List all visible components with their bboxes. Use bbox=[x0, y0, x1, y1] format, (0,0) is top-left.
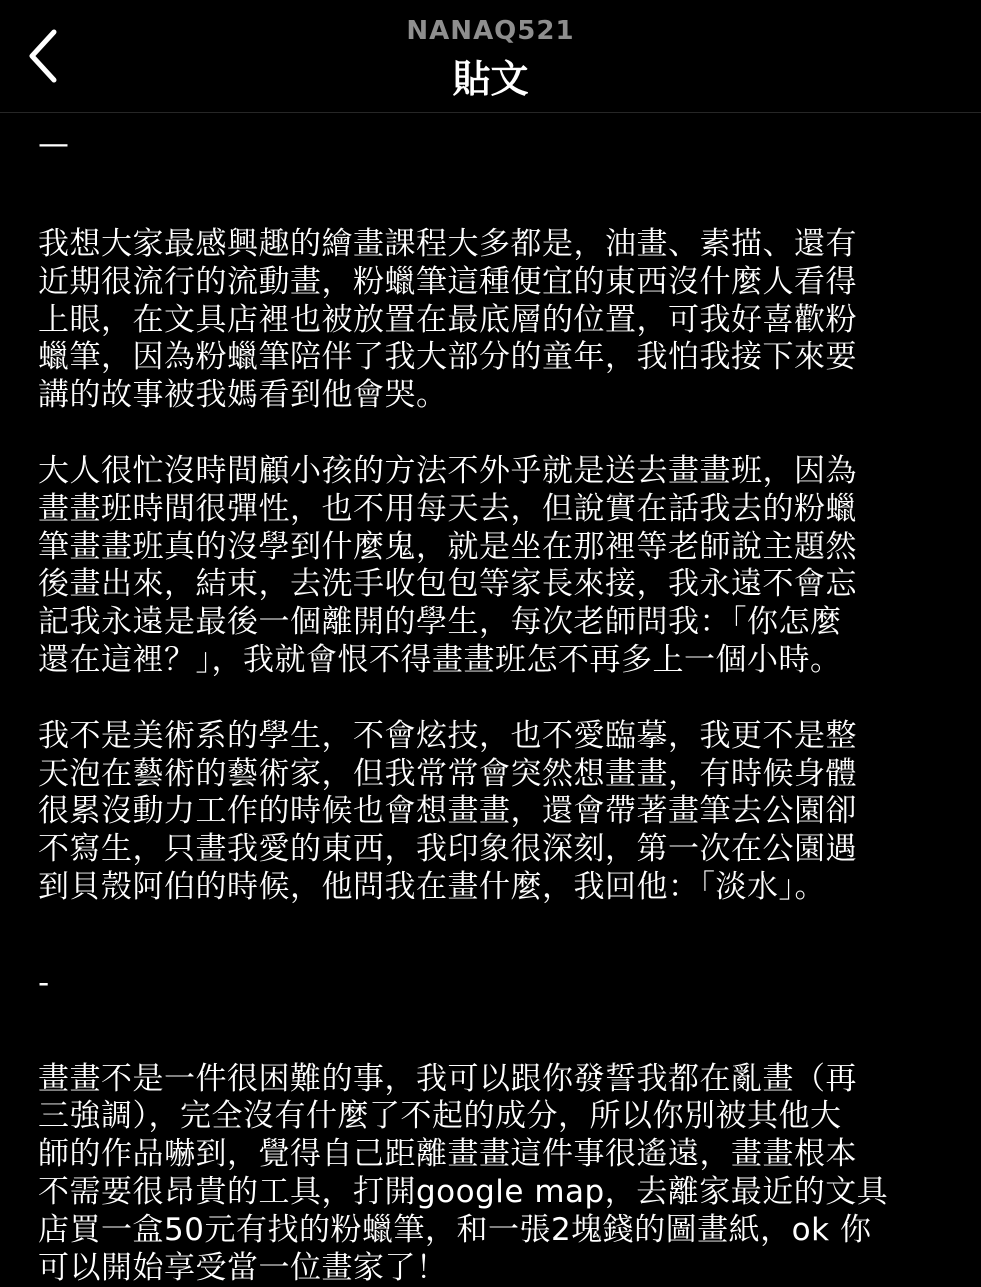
top-navigation-bar bbox=[0, 0, 981, 113]
separator-dash: - bbox=[38, 964, 50, 1001]
page-title: 貼文 bbox=[452, 57, 529, 101]
separator-dash: — bbox=[38, 126, 70, 162]
post-paragraph: 畫畫不是一件很困難的事，我可以跟你發誓我都在亂畫（再 三強調），完全沒有什麼了不起的成分，所以你別被其他大 師的作品嚇到，覺得自己距離畫畫這件事很遙遠，畫畫根本 不需要很昂貴的工具，打開google map，去離家最近的文具 店買一盒50元有找的粉蠟筆，和一張2塊錢的圖畫紙，ok 你 可以開始享受當一位畫家了！ bbox=[38, 1060, 889, 1286]
account-username: NANAQ521 bbox=[406, 16, 575, 46]
post-paragraph: 我想大家最感興趣的繪畫課程大多都是，油畫、素描、還有 近期很流行的流動畫，粉蠟筆這種便宜的東西沒什麼人看得 上眼，在文具店裡也被放置在最底層的位置，可我好喜歡粉 蠟筆，因為粉蠟筆陪伴了我大部分的童年，我怕我接下來要 講的故事被我媽看到他會哭。 bbox=[38, 226, 857, 414]
post-body bbox=[38, 112, 938, 1287]
post-paragraph: 大人很忙沒時間顧小孩的方法不外乎就是送去畫畫班，因為 畫畫班時間很彈性，也不用每天去，但說實在話我去的粉蠟 筆畫畫班真的沒學到什麼鬼，就是坐在那裡等老師說主題然 後畫出來，結束，去洗手收包包等家長來接，我永遠不會忘 記我永遠是最後一個離開的學生，每次老師問我：「你怎麼 還在這裡？」，我就會恨不得畫畫班怎不再多上一個小時。 bbox=[38, 452, 857, 678]
post-paragraph: 我不是美術系的學生，不會炫技，也不愛臨摹，我更不是整 天泡在藝術的藝術家，但我常常會突然想畫畫，有時候身體 很累沒動力工作的時候也會想畫畫，還會帶著畫筆去公園卻 不寫生，只畫我愛的東西，我印象很深刻，第一次在公園遇 到貝殼阿伯的時候，他問我在畫什麼，我回他：「淡水」。 bbox=[38, 717, 857, 905]
